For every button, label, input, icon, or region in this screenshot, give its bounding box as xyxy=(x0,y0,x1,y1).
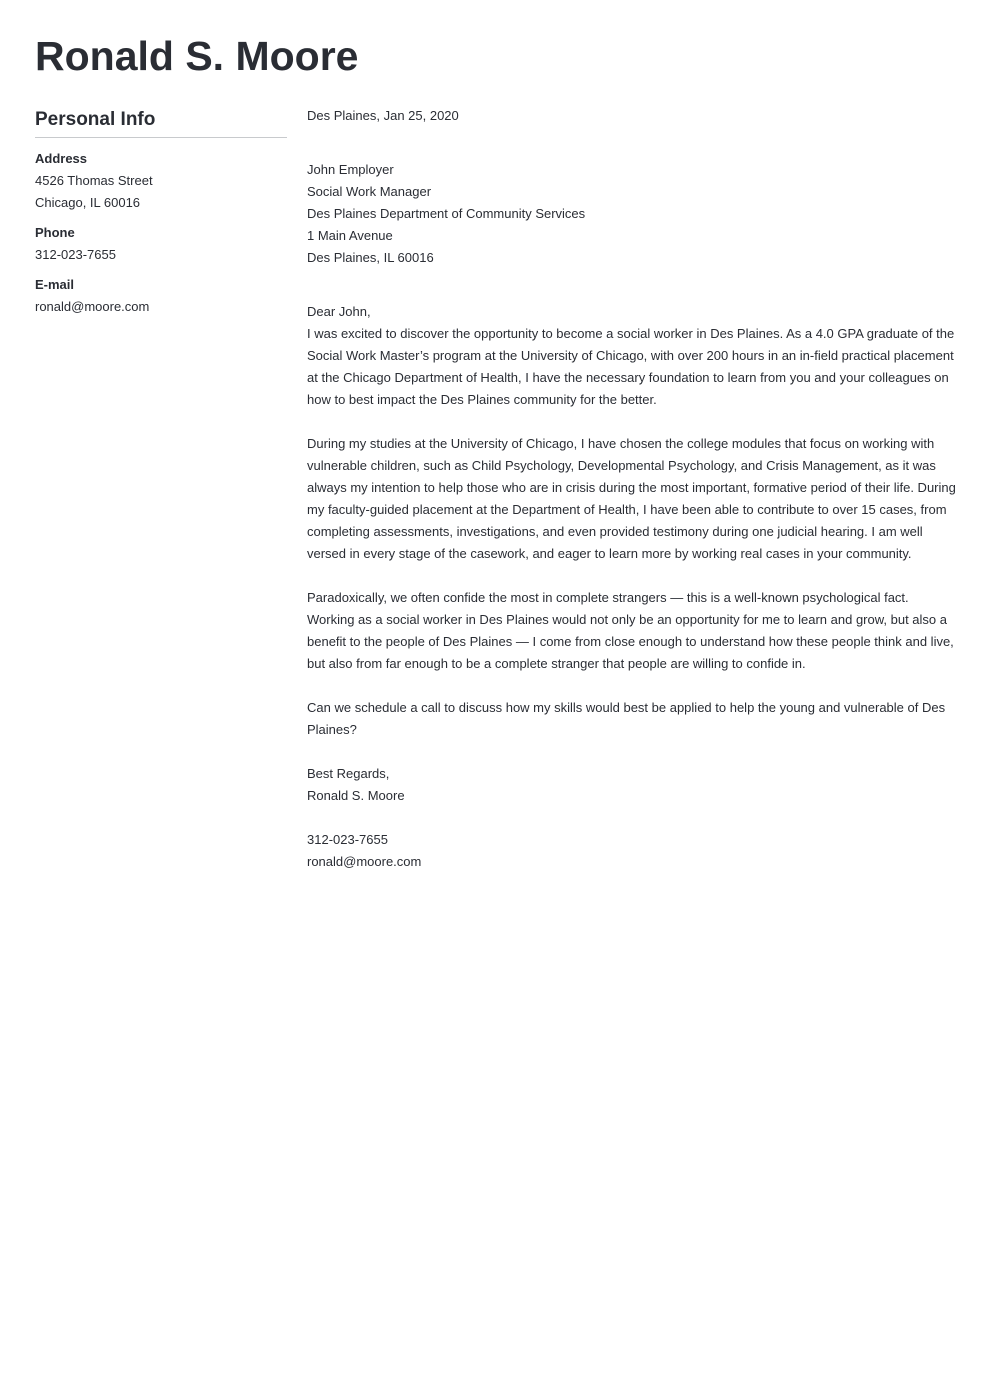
phone-group xyxy=(35,222,287,266)
recipient-city: Des Plaines, IL 60016 xyxy=(307,250,434,265)
recipient-title: Social Work Manager xyxy=(307,184,432,199)
address-label: Address xyxy=(35,151,88,166)
letter-body xyxy=(307,105,957,873)
paragraph-1: I was excited to discover the opportunity to become a social worker in Des Plaines. As a 4.0 GPA graduate of the Social Work Master’s program at the University of Chicago, with over 200 hours in an in-field practical placement at the Chicago Department of Health, I have the necessary foundation to learn from you and your colleagues on how to best impact the Des Plaines community for the better. xyxy=(307,326,955,407)
address-line-1: 4526 Thomas Street xyxy=(35,173,153,188)
personal-info-title: Personal Info xyxy=(35,108,287,138)
signature-name: Ronald S. Moore xyxy=(307,788,405,803)
recipient-organization: Des Plaines Department of Community Services xyxy=(307,206,586,221)
recipient-block xyxy=(307,159,957,269)
applicant-name: Ronald S. Moore xyxy=(35,33,359,79)
address-line-2: Chicago, IL 60016 xyxy=(35,195,141,210)
signature-email: ronald@moore.com xyxy=(307,854,422,869)
email-group xyxy=(35,274,287,318)
closing: Best Regards, xyxy=(307,766,390,781)
recipient-street: 1 Main Avenue xyxy=(307,228,393,243)
personal-info-sidebar xyxy=(35,108,287,318)
salutation: Dear John, xyxy=(307,304,371,319)
paragraph-3: Paradoxically, we often confide the most in complete strangers — this is a well-known psychological fact. Working as a social worker in Des Plaines would not only be an opportunity for me to learn and grow, but also a benefit to the people of Des Plaines — I come from close enough to understand how these people think and live, but also from far enough to be a complete stranger that people are willing to confide in. xyxy=(307,590,954,671)
letter-date: Des Plaines, Jan 25, 2020 xyxy=(307,108,459,123)
recipient-name: John Employer xyxy=(307,162,394,177)
phone-value: 312-023-7655 xyxy=(35,247,116,262)
phone-label: Phone xyxy=(35,225,75,240)
paragraph-4: Can we schedule a call to discuss how my skills would best be applied to help the young and vulnerable of Des Plaines? xyxy=(307,700,946,737)
email-label: E-mail xyxy=(35,277,75,292)
email-value: ronald@moore.com xyxy=(35,299,150,314)
paragraph-2: During my studies at the University of Chicago, I have chosen the college modules that focus on working with vulnerable children, such as Child Psychology, Developmental Psychology, and Crisis Management, as it was always my intention to help those who are in crisis during the most important, formative period of their life. During my faculty-guided placement at the Department of Health, I have been able to contribute to over 15 cases, from completing assessments, investigations, and even provided testimony during one judicial hearing. I am well versed in every stage of the casework, and eager to learn more by working real cases in your community. xyxy=(307,436,956,561)
signature-phone: 312-023-7655 xyxy=(307,832,388,847)
address-group xyxy=(35,148,287,214)
